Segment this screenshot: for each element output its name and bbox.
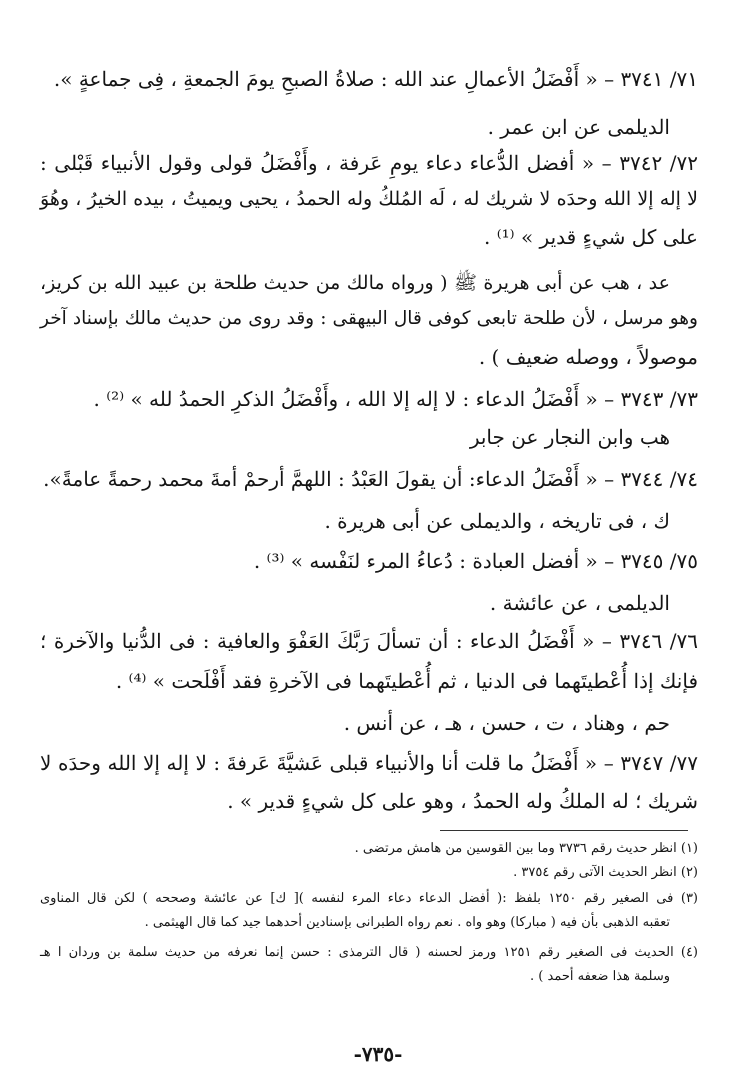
footnote-separator — [440, 830, 688, 831]
hadith-72-text-line-1: ٧٢/ ٣٧٤٢ – « أفضل الدُّعاء دعاء يومِ عَرفة ، وأَفْضَلُ قولى وقول الأنبياء قَبْلى : — [40, 151, 698, 175]
hadith-72-source-line-1: عد ، هب عن أبى هريرة ﷺ ( ورواه مالك من حديث طلحة بن عبيد الله بن كريز، — [40, 272, 670, 294]
hadith-77-text-line-1: ٧٧/ ٣٧٤٧ – « أَفْضَلُ ما قلت أنا والأنبياء قبلى عَشيَّةَ عَرفةَ : لا إله إلا الله وحدَه لا — [40, 751, 698, 775]
hadith-76-text-line-2: فإنك إذا أُعْطيتَهما فى الدنيا ، ثم أُعْطيتَهما فى الآخرةِ فقد أَفْلَحت » ⁽⁴⁾ . — [115, 669, 698, 693]
footnote-2: (٢) انظر الحديث الآتى رقم ٣٧٥٤ . — [513, 865, 698, 880]
footnote-4-line-2: وسلمة هذا ضعفه أحمد ) . — [530, 969, 670, 984]
page-number: -٧٣٥- — [353, 1042, 403, 1066]
footnote-1: (١) انظر حديث رقم ٣٧٣٦ وما بين القوسين من هامش مرتضى . — [354, 841, 698, 856]
hadith-73-source: هب وابن النجار عن جابر — [469, 425, 670, 449]
hadith-72-text-line-3: على كل شيءٍ قدير » ⁽¹⁾ . — [484, 225, 698, 249]
footnote-3-line-2: تعقبه الذهبى بأن فيه ( مباركا) وهو واه . نعم رواه الطبرانى بإسنادين أحدهما جيد كما قال الهيثمى . — [144, 915, 670, 930]
hadith-74-text: ٧٤/ ٣٧٤٤ – « أَفْضَلُ الدعاء: أن يقولَ العَبْدُ : اللهمَّ أرحمْ أمةَ محمد رحمةً عامةً». — [43, 467, 698, 491]
hadith-72-text-line-2: لا إله إلا الله وحدَه لا شريك له ، لَه المُلكُ وله الحمدُ ، يحيى ويميتُ ، بيده الخيرُ ، وهُوَ — [40, 188, 698, 210]
hadith-71-text: ٧١/ ٣٧٤١ – « أَفْضَلُ الأعمالِ عند الله : صلاةُ الصبحِ يومَ الجمعةِ ، فِى جماعةٍ ». — [53, 67, 698, 91]
hadith-75-source: الديلمى ، عن عائشة . — [489, 591, 670, 615]
hadith-73-text: ٧٣/ ٣٧٤٣ – « أَفْضَلُ الدعاء : لا إله إلا الله ، وأَفْضَلُ الذكرِ الحمدُ لله » ⁽²⁾ . — [93, 387, 698, 411]
hadith-76-text-line-1: ٧٦/ ٣٧٤٦ – « أَفْضَلُ الدعاء : أن تسألَ رَبَّكَ العَفْوَ والعافية : فى الدُّنيا والآخرة ؛ — [40, 629, 698, 653]
hadith-77-text-line-2: شريك ؛ له الملكُ وله الحمدُ ، وهو على كل شيءٍ قدير » . — [227, 789, 698, 813]
footnote-3-line-1: (٣) فى الصغير رقم ١٢٥٠ بلفظ :( أفضل الدعاء دعاء المرء لنفسه )[ ك] عن عائشة وصححه ) لكن قال المناوى — [40, 891, 698, 906]
hadith-76-source: حم ، وهناد ، ت ، حسن ، هـ ، عن أنس . — [343, 711, 670, 735]
footnote-4-line-1: (٤) الحديث فى الصغير رقم ١٢٥١ ورمز لحسنه ( قال الترمذى : حسن إنما نعرفه من حديث سلمة بن وردان ا هـ — [40, 945, 698, 960]
hadith-75-text: ٧٥/ ٣٧٤٥ – « أفضل العبادة : دُعاءُ المرء لنَفْسه » ⁽³⁾ . — [253, 549, 698, 573]
hadith-71-source: الديلمى عن ابن عمر . — [487, 115, 670, 139]
hadith-72-source-line-3: موصولاً ، ووصله ضعيف ) . — [478, 345, 698, 369]
hadith-72-source-line-2: وهو مرسل ، لأن طلحة تابعى كوفى قال البيهقى : وقد روى من حديث مالك بإسناد آخر — [40, 308, 698, 329]
hadith-74-source: ك ، فى تاريخه ، والديملى عن أبى هريرة . — [324, 509, 670, 533]
